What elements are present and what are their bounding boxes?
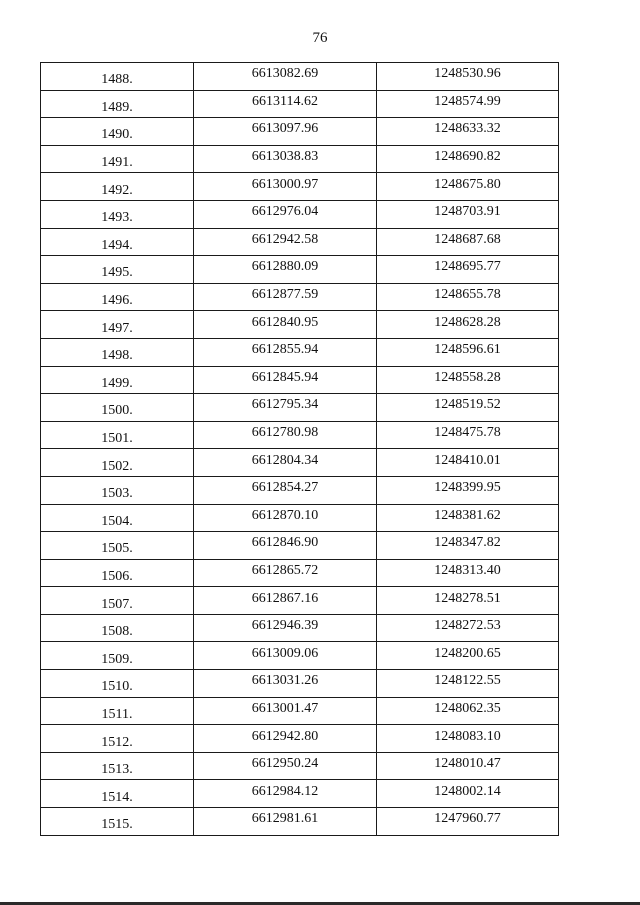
point-number-cell: 1490. <box>41 118 194 146</box>
y-coordinate-cell: 1248633.32 <box>377 118 559 146</box>
x-coordinate-cell: 6613038.83 <box>194 145 377 173</box>
x-coordinate-cell: 6612870.10 <box>194 504 377 532</box>
table-row <box>41 421 559 449</box>
y-coordinate-cell: 1248574.99 <box>377 90 559 118</box>
y-coordinate-cell: 1248410.01 <box>377 449 559 477</box>
y-coordinate-cell: 1248703.91 <box>377 200 559 228</box>
point-number-cell: 1491. <box>41 145 194 173</box>
point-number-cell: 1492. <box>41 173 194 201</box>
point-number-cell: 1515. <box>41 808 194 836</box>
x-coordinate-cell: 6613031.26 <box>194 670 377 698</box>
table-row <box>41 504 559 532</box>
table-row <box>41 559 559 587</box>
y-coordinate-cell: 1248062.35 <box>377 697 559 725</box>
table-row <box>41 614 559 642</box>
point-number-cell: 1500. <box>41 394 194 422</box>
x-coordinate-cell: 6613097.96 <box>194 118 377 146</box>
y-coordinate-cell: 1248675.80 <box>377 173 559 201</box>
point-number-cell: 1508. <box>41 614 194 642</box>
y-coordinate-cell: 1248002.14 <box>377 780 559 808</box>
x-coordinate-cell: 6612804.34 <box>194 449 377 477</box>
point-number-cell: 1510. <box>41 670 194 698</box>
table-row <box>41 587 559 615</box>
table-row <box>41 173 559 201</box>
x-coordinate-cell: 6612855.94 <box>194 338 377 366</box>
point-number-cell: 1488. <box>41 63 194 91</box>
table-row <box>41 90 559 118</box>
point-number-cell: 1509. <box>41 642 194 670</box>
y-coordinate-cell: 1248122.55 <box>377 670 559 698</box>
x-coordinate-cell: 6613082.69 <box>194 63 377 91</box>
x-coordinate-cell: 6612880.09 <box>194 256 377 284</box>
x-coordinate-cell: 6613009.06 <box>194 642 377 670</box>
x-coordinate-cell: 6612877.59 <box>194 283 377 311</box>
x-coordinate-cell: 6613114.62 <box>194 90 377 118</box>
table-row <box>41 256 559 284</box>
x-coordinate-cell: 6612984.12 <box>194 780 377 808</box>
point-number-cell: 1493. <box>41 200 194 228</box>
x-coordinate-cell: 6612845.94 <box>194 366 377 394</box>
x-coordinate-cell: 6613001.47 <box>194 697 377 725</box>
x-coordinate-cell: 6612950.24 <box>194 752 377 780</box>
table-row <box>41 118 559 146</box>
y-coordinate-cell: 1248010.47 <box>377 752 559 780</box>
point-number-cell: 1512. <box>41 725 194 753</box>
point-number-cell: 1503. <box>41 476 194 504</box>
table-row <box>41 283 559 311</box>
point-number-cell: 1497. <box>41 311 194 339</box>
table-row <box>41 394 559 422</box>
x-coordinate-cell: 6612795.34 <box>194 394 377 422</box>
y-coordinate-cell: 1248690.82 <box>377 145 559 173</box>
table-row <box>41 311 559 339</box>
table-row <box>41 780 559 808</box>
point-number-cell: 1496. <box>41 283 194 311</box>
point-number-cell: 1495. <box>41 256 194 284</box>
y-coordinate-cell: 1248475.78 <box>377 421 559 449</box>
x-coordinate-cell: 6612854.27 <box>194 476 377 504</box>
x-coordinate-cell: 6612981.61 <box>194 808 377 836</box>
table-row <box>41 725 559 753</box>
y-coordinate-cell: 1248200.65 <box>377 642 559 670</box>
table-row <box>41 752 559 780</box>
x-coordinate-cell: 6612840.95 <box>194 311 377 339</box>
table-row <box>41 449 559 477</box>
x-coordinate-cell: 6612942.58 <box>194 228 377 256</box>
table-row <box>41 366 559 394</box>
point-number-cell: 1499. <box>41 366 194 394</box>
y-coordinate-cell: 1248628.28 <box>377 311 559 339</box>
y-coordinate-cell: 1248655.78 <box>377 283 559 311</box>
page-number: 76 <box>312 30 328 46</box>
y-coordinate-cell: 1248278.51 <box>377 587 559 615</box>
coordinates-table-body <box>41 63 559 836</box>
x-coordinate-cell: 6612865.72 <box>194 559 377 587</box>
table-row <box>41 808 559 836</box>
y-coordinate-cell: 1248596.61 <box>377 338 559 366</box>
point-number-cell: 1498. <box>41 338 194 366</box>
point-number-cell: 1502. <box>41 449 194 477</box>
y-coordinate-cell: 1248558.28 <box>377 366 559 394</box>
x-coordinate-cell: 6612976.04 <box>194 200 377 228</box>
point-number-cell: 1513. <box>41 752 194 780</box>
point-number-cell: 1511. <box>41 697 194 725</box>
x-coordinate-cell: 6612780.98 <box>194 421 377 449</box>
point-number-cell: 1514. <box>41 780 194 808</box>
point-number-cell: 1501. <box>41 421 194 449</box>
table-row <box>41 476 559 504</box>
point-number-cell: 1494. <box>41 228 194 256</box>
table-row <box>41 532 559 560</box>
point-number-cell: 1489. <box>41 90 194 118</box>
y-coordinate-cell: 1248313.40 <box>377 559 559 587</box>
y-coordinate-cell: 1248347.82 <box>377 532 559 560</box>
y-coordinate-cell: 1248519.52 <box>377 394 559 422</box>
x-coordinate-cell: 6612867.16 <box>194 587 377 615</box>
table-row <box>41 228 559 256</box>
y-coordinate-cell: 1248381.62 <box>377 504 559 532</box>
point-number-cell: 1507. <box>41 587 194 615</box>
point-number-cell: 1506. <box>41 559 194 587</box>
table-row <box>41 642 559 670</box>
y-coordinate-cell: 1247960.77 <box>377 808 559 836</box>
y-coordinate-cell: 1248083.10 <box>377 725 559 753</box>
point-number-cell: 1504. <box>41 504 194 532</box>
x-coordinate-cell: 6612942.80 <box>194 725 377 753</box>
table-row <box>41 697 559 725</box>
y-coordinate-cell: 1248272.53 <box>377 614 559 642</box>
y-coordinate-cell: 1248399.95 <box>377 476 559 504</box>
table-row <box>41 145 559 173</box>
coordinates-table <box>40 62 559 836</box>
y-coordinate-cell: 1248530.96 <box>377 63 559 91</box>
table-row <box>41 63 559 91</box>
x-coordinate-cell: 6613000.97 <box>194 173 377 201</box>
x-coordinate-cell: 6612846.90 <box>194 532 377 560</box>
y-coordinate-cell: 1248695.77 <box>377 256 559 284</box>
table-row <box>41 670 559 698</box>
point-number-cell: 1505. <box>41 532 194 560</box>
table-row <box>41 200 559 228</box>
x-coordinate-cell: 6612946.39 <box>194 614 377 642</box>
y-coordinate-cell: 1248687.68 <box>377 228 559 256</box>
table-row <box>41 338 559 366</box>
